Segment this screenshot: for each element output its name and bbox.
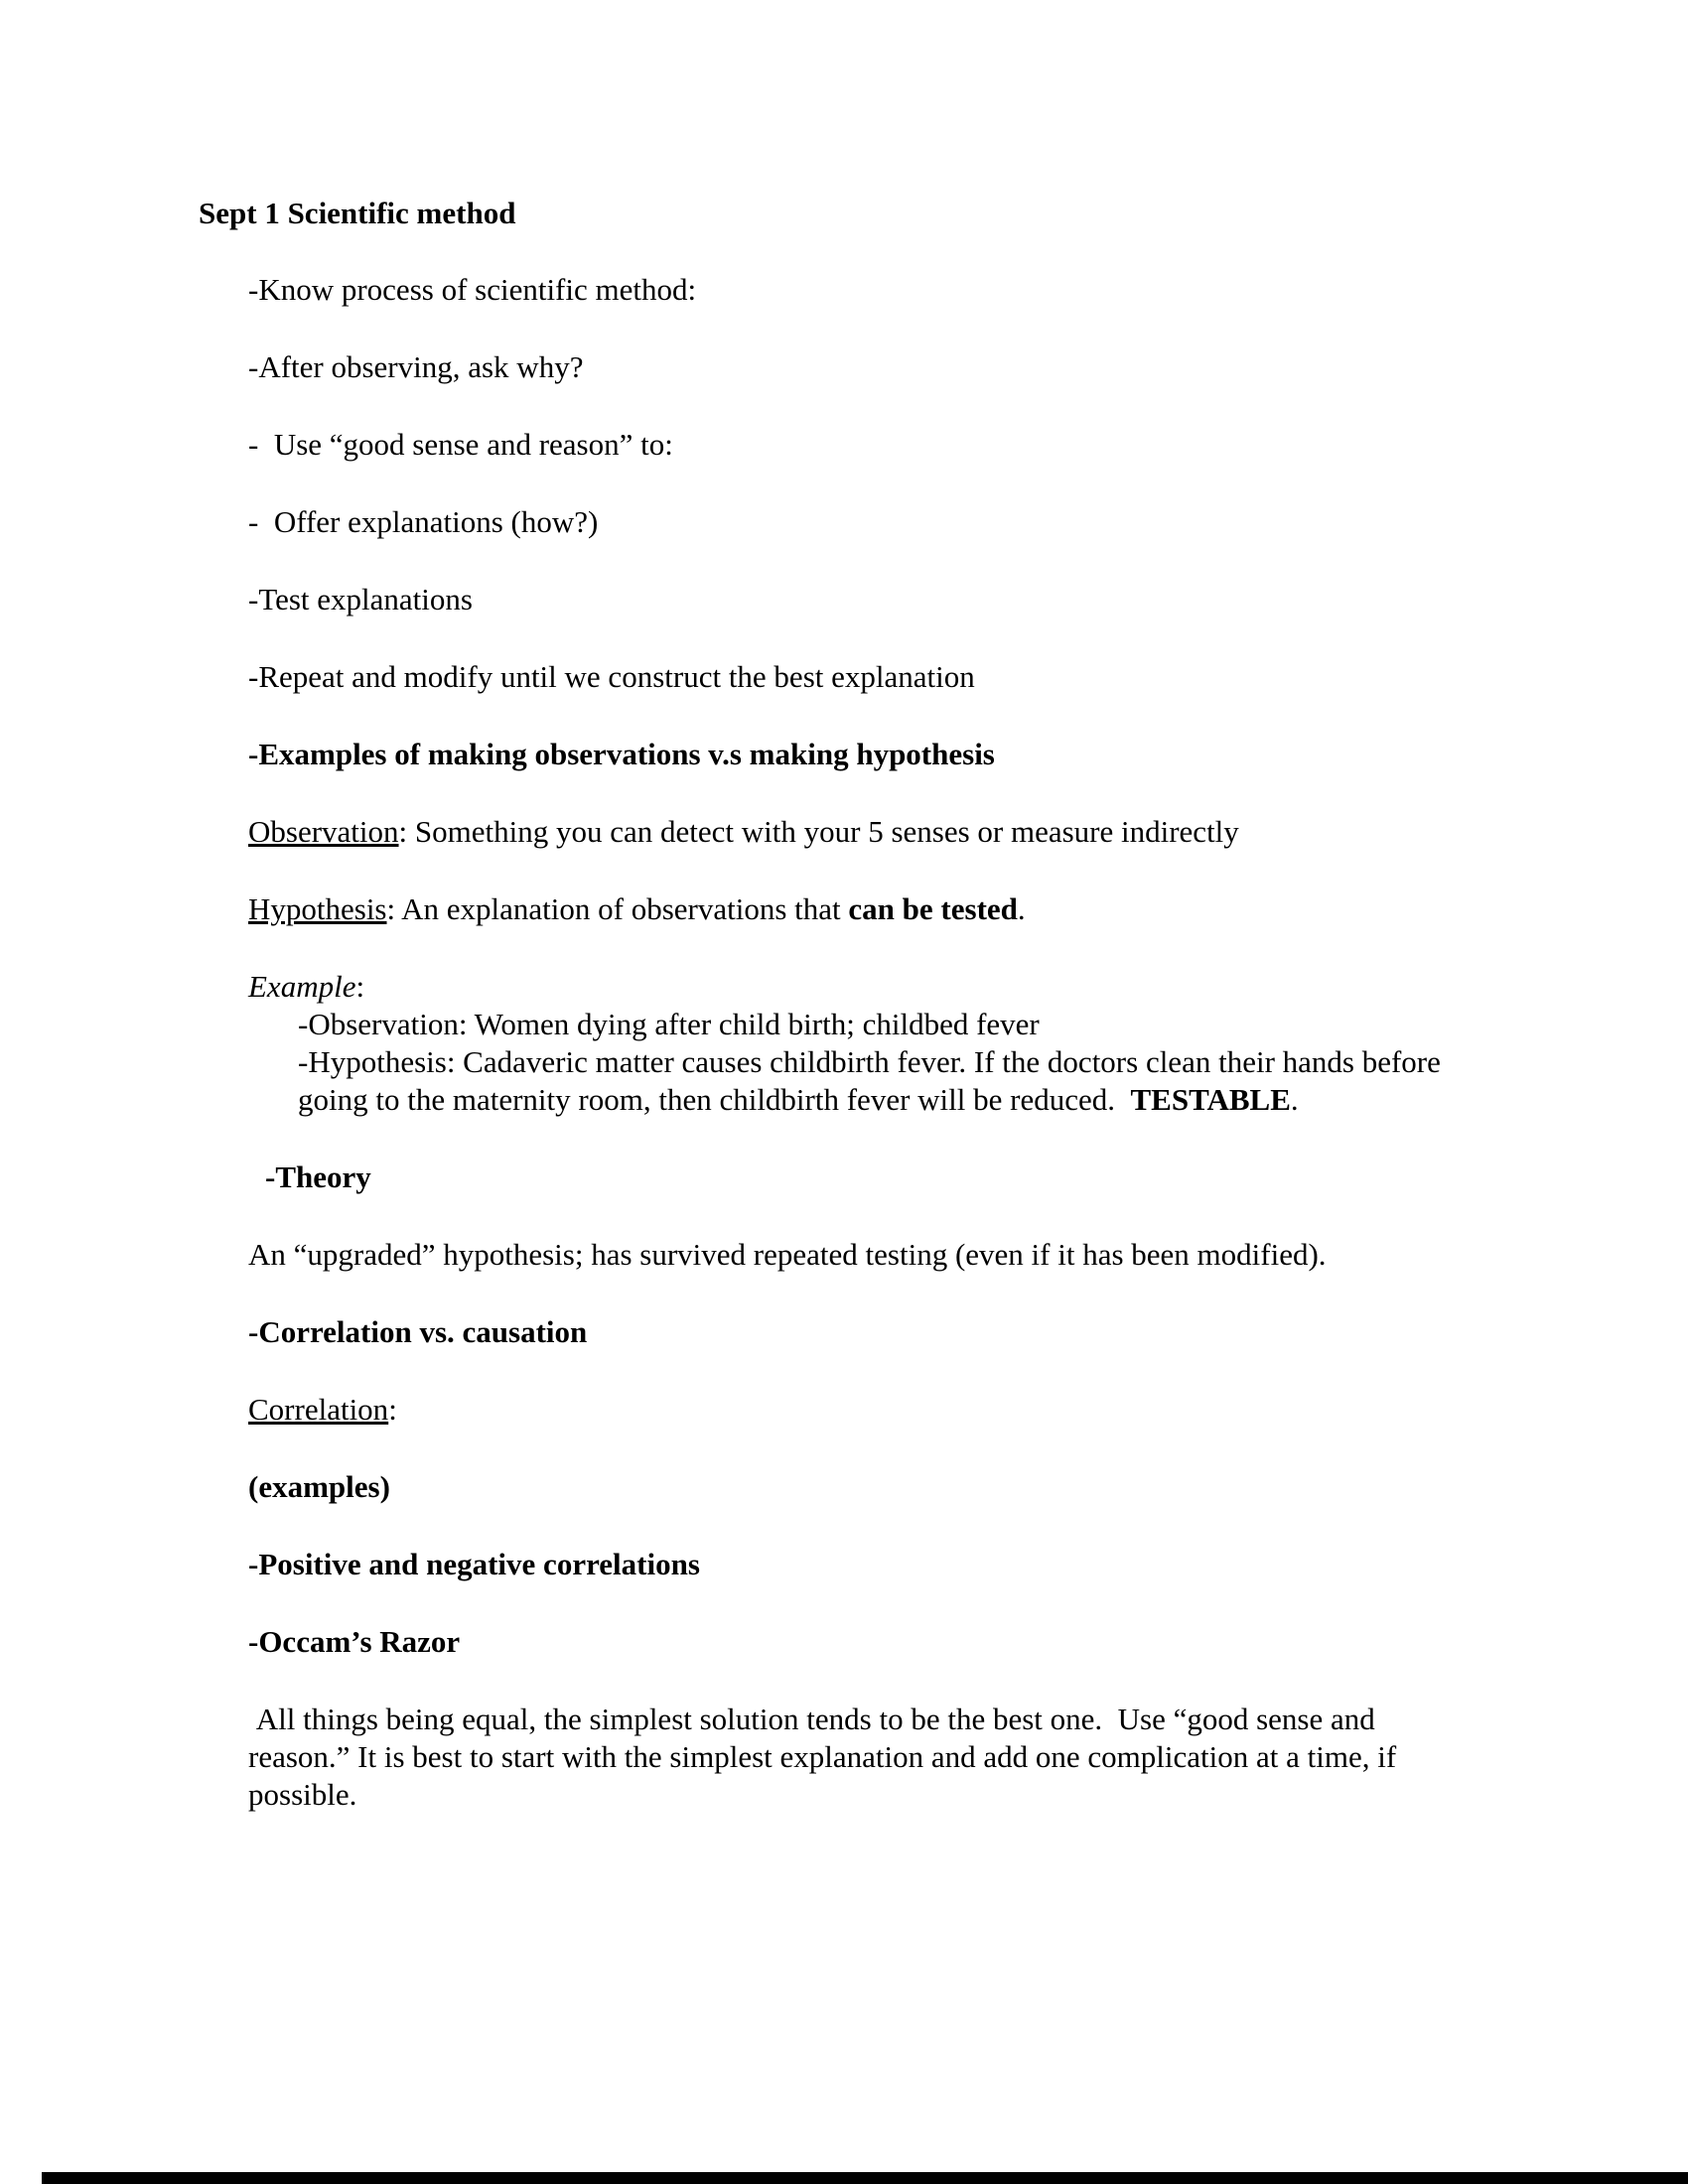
paragraph (248, 1468, 1465, 1506)
text-segment: : Something you can detect with your 5 senses or measure indirectly (398, 814, 1239, 849)
paragraph (265, 1159, 1481, 1196)
text-segment: -Test explanations (248, 582, 473, 616)
paragraph (248, 581, 1465, 618)
paragraph (248, 736, 1465, 773)
document-body (199, 271, 1688, 1814)
paragraph (248, 1236, 1465, 1274)
document-title: Sept 1 Scientific method (199, 196, 516, 230)
text-segment: Hypothesis (248, 891, 387, 926)
text-segment: All things being equal, the simplest solution tends to be the best one. Use “good sense and reason.” It is best to start with the simplest explanation and add one complication at a time, if possible. (248, 1702, 1404, 1812)
text-segment: -Correlation vs. causation (248, 1314, 588, 1349)
text-segment: -Theory (265, 1160, 371, 1194)
text-segment: -Know process of scientific method: (248, 272, 697, 307)
text-segment: (examples) (248, 1469, 390, 1504)
text-segment: : (388, 1392, 397, 1427)
paragraph (298, 1006, 1465, 1043)
text-segment: - Use “good sense and reason” to: (248, 427, 673, 462)
text-segment: TESTABLE (1130, 1082, 1291, 1117)
paragraph (248, 813, 1465, 851)
text-segment: : An explanation of observations that (386, 891, 849, 926)
paragraph (248, 658, 1465, 696)
text-segment: : (355, 969, 365, 1004)
page-edge (42, 2172, 1688, 2184)
paragraph (248, 1313, 1465, 1351)
text-segment: . (1017, 891, 1026, 926)
paragraph (248, 1391, 1465, 1429)
text-segment: -Examples of making observations v.s making hypothesis (248, 737, 995, 771)
paragraph (248, 348, 1465, 386)
text-segment: -Observation: Women dying after child birth; childbed fever (298, 1007, 1040, 1041)
paragraph (248, 1701, 1465, 1814)
text-segment: -Occam’s Razor (248, 1624, 461, 1659)
paragraph (248, 426, 1465, 464)
text-segment: can be tested (848, 891, 1018, 926)
text-segment: An “upgraded” hypothesis; has survived repeated testing (even if it has been modified). (248, 1237, 1327, 1272)
text-segment: Observation (248, 814, 399, 849)
paragraph (248, 1546, 1465, 1583)
text-segment: -Repeat and modify until we construct the best explanation (248, 659, 975, 694)
paragraph (248, 890, 1465, 928)
text-segment: -Hypothesis: Cadaveric matter causes childbirth fever. If the doctors clean their hands before going to the maternity room, then childbirth fever will be reduced. (298, 1044, 1449, 1117)
text-segment: - Offer explanations (how?) (248, 504, 599, 539)
text-segment: Correlation (248, 1392, 389, 1427)
text-segment: -After observing, ask why? (248, 349, 584, 384)
text-segment: -Positive and negative correlations (248, 1547, 700, 1581)
paragraph (248, 968, 1465, 1006)
paragraph (248, 503, 1465, 541)
paragraph (248, 1623, 1465, 1661)
paragraph (248, 271, 1465, 309)
text-segment: . (1290, 1082, 1299, 1117)
text-segment: Example (248, 969, 356, 1004)
paragraph (298, 1043, 1465, 1119)
